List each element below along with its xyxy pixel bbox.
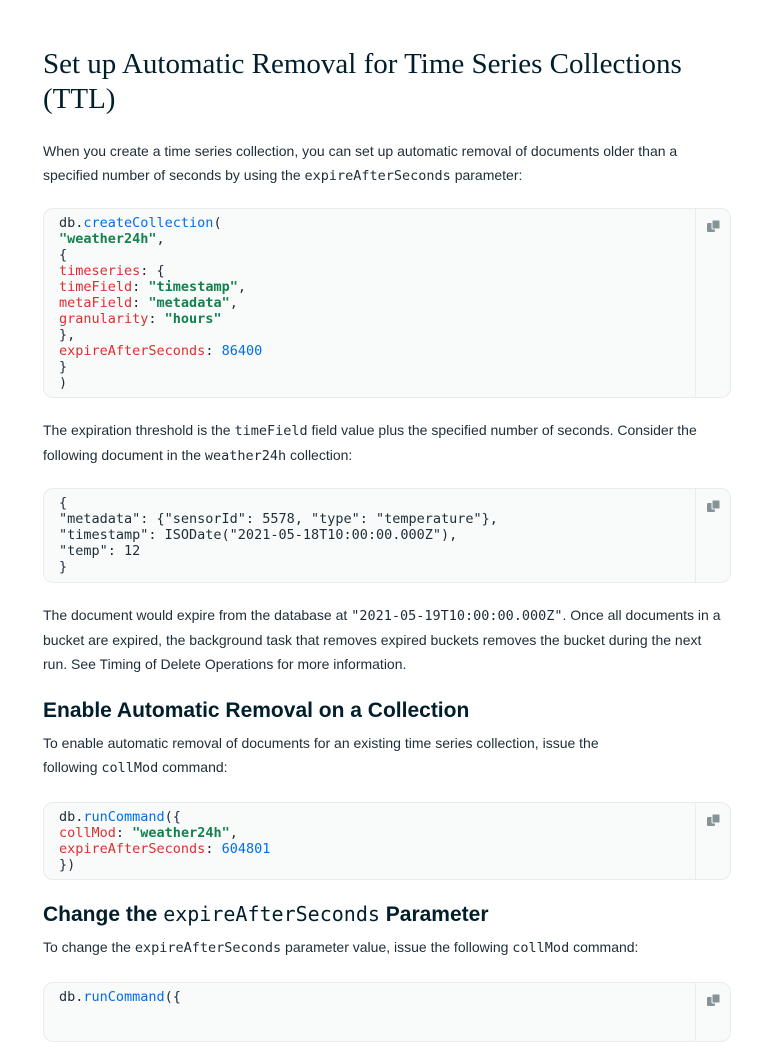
inline-code: collMod [101, 760, 159, 776]
inline-code: timeField [234, 423, 308, 439]
expire-paragraph: The document would expire from the database at "2021-05-19T10:00:00.000Z". Once all documents in a bucket are expired, the background task that removes expired buckets removes the bucket during the next run. See Timing of Delete Operations for more information. [43, 607, 721, 672]
code-content: db.runCommand({ collMod: "weather24h", expireAfterSeconds: 604801 }) [59, 809, 271, 873]
code-block-document [43, 488, 731, 583]
copy-icon[interactable] [707, 220, 721, 232]
code-block-collmod [43, 802, 731, 880]
section-heading-change: Change the expireAfterSeconds Parameter [43, 902, 489, 926]
copy-icon[interactable] [707, 500, 721, 512]
inline-code: "2021-05-19T10:00:00.000Z" [351, 608, 563, 624]
copy-column [695, 489, 730, 582]
heading-code: expireAfterSeconds [163, 902, 380, 926]
copy-icon[interactable] [707, 814, 721, 826]
inline-code: weather24h [204, 448, 287, 464]
intro-paragraph: When you create a time series collection, you can set up automatic removal of documents older than a specified number of seconds by using the expireAfterSeconds parameter: [43, 143, 678, 184]
copy-icon[interactable] [707, 994, 721, 1006]
code-block-collmod-change [43, 982, 731, 1042]
copy-column [695, 983, 730, 1041]
inline-code: expireAfterSeconds [134, 940, 282, 956]
enable-paragraph: To enable automatic removal of documents for an existing time series collection, issue the following collMod command: [43, 735, 599, 776]
code-block-create-collection [43, 208, 731, 398]
copy-column [695, 209, 730, 397]
inline-code: collMod [512, 940, 570, 956]
inline-code: expireAfterSeconds [304, 168, 451, 184]
code-content: db.runCommand({ [59, 989, 181, 1005]
expiration-paragraph: The expiration threshold is the timeField field value plus the specified number of seconds. Consider the following document in the weather24h collection: [43, 422, 697, 464]
page-title: Set up Automatic Removal for Time Series Collections (TTL) [43, 48, 682, 115]
section-heading-enable: Enable Automatic Removal on a Collection [43, 699, 470, 722]
change-paragraph: To change the expireAfterSeconds parameter value, issue the following collMod command: [43, 939, 639, 956]
code-content: { "metadata": {"sensorId": 5578, "type": "temperature"}, "timestamp": ISODate("2021-05-18T10:00:00.000Z"), "temp": 12 } [59, 495, 498, 575]
copy-column [695, 803, 730, 879]
code-content: db.createCollection( "weather24h", { timeseries: { timeField: "timestamp", metaField: "metadata", granularity: "hours" }, expireAfterSeconds: 86400 } ) [59, 215, 263, 391]
